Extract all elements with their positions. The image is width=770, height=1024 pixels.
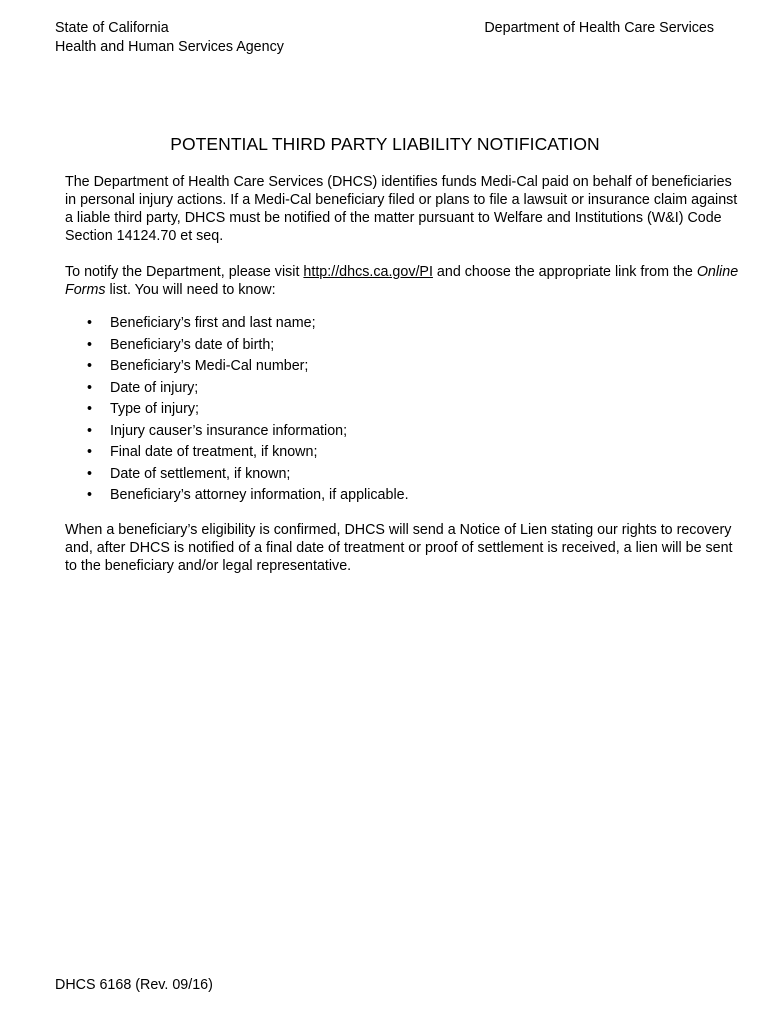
list-item xyxy=(65,464,740,486)
list-item xyxy=(65,335,740,357)
bullet-icon: • xyxy=(87,465,93,482)
bullet-icon: • xyxy=(87,358,93,374)
bullet-icon: • xyxy=(87,401,93,417)
bullet-icon: • xyxy=(87,315,93,331)
dhcs-pi-link[interactable]: http://dhcs.ca.gov/PI xyxy=(303,264,433,280)
list-item xyxy=(65,399,740,421)
list-item-text: Beneficiary’s attorney information, if applicable. xyxy=(110,487,409,503)
list-item xyxy=(65,313,740,335)
instructions-paragraph xyxy=(65,263,740,299)
bullet-icon: • xyxy=(87,422,93,439)
state-name: State of California xyxy=(55,20,169,36)
list-item xyxy=(65,378,740,400)
intro-paragraph: The Department of Health Care Services (DHCS) identifies funds Medi-Cal paid on behalf of beneficiaries in personal injury actions. If a Medi-Cal beneficiary filed or plans to file a lawsuit or insurance claim against a liable third party, DHCS must be notified of the matter pursuant to Welfare and Institutions (W&I) Code Section 14124.70 et seq. xyxy=(65,174,738,244)
list-item-text: Date of settlement, if known; xyxy=(110,465,291,482)
document-body xyxy=(65,173,740,575)
instructions-text-end: list. You will need to know: xyxy=(105,282,276,298)
list-item xyxy=(65,485,740,507)
lien-paragraph: When a beneficiary’s eligibility is confirmed, DHCS will send a Notice of Lien stating our rights to recovery and, after DHCS is notified of a final date of treatment or proof of settlement is received, a lien will be sent to the beneficiary and/or legal representative. xyxy=(65,521,733,574)
bullet-icon: • xyxy=(87,336,93,353)
page-title: POTENTIAL THIRD PARTY LIABILITY NOTIFICATION xyxy=(170,134,600,154)
list-item-text: Date of injury; xyxy=(110,379,199,396)
list-item xyxy=(65,356,740,378)
agency-header xyxy=(55,19,284,57)
agency-name: Health and Human Services Agency xyxy=(55,39,284,55)
list-item-text: Type of injury; xyxy=(110,401,199,417)
list-item xyxy=(65,442,740,464)
required-info-list xyxy=(65,313,740,507)
list-item-text: Beneficiary’s date of birth; xyxy=(110,336,275,353)
department-name: Department of Health Care Services xyxy=(484,20,714,36)
bullet-icon: • xyxy=(87,379,93,396)
list-item-text: Final date of treatment, if known; xyxy=(110,444,318,460)
instructions-text-before-link: To notify the Department, please visit xyxy=(65,264,304,280)
list-item-text: Beneficiary’s Medi-Cal number; xyxy=(110,358,309,374)
online-forms-text: Online Forms xyxy=(65,264,739,298)
bullet-icon: • xyxy=(87,487,93,503)
instructions-text-after-link: and choose the appropriate link from the xyxy=(432,264,697,280)
list-item-text: Injury causer’s insurance information; xyxy=(110,422,348,439)
bullet-icon: • xyxy=(87,444,93,460)
list-item-text: Beneficiary’s first and last name; xyxy=(110,315,316,331)
list-item xyxy=(65,421,740,443)
form-number: DHCS 6168 (Rev. 09/16) xyxy=(55,977,213,993)
